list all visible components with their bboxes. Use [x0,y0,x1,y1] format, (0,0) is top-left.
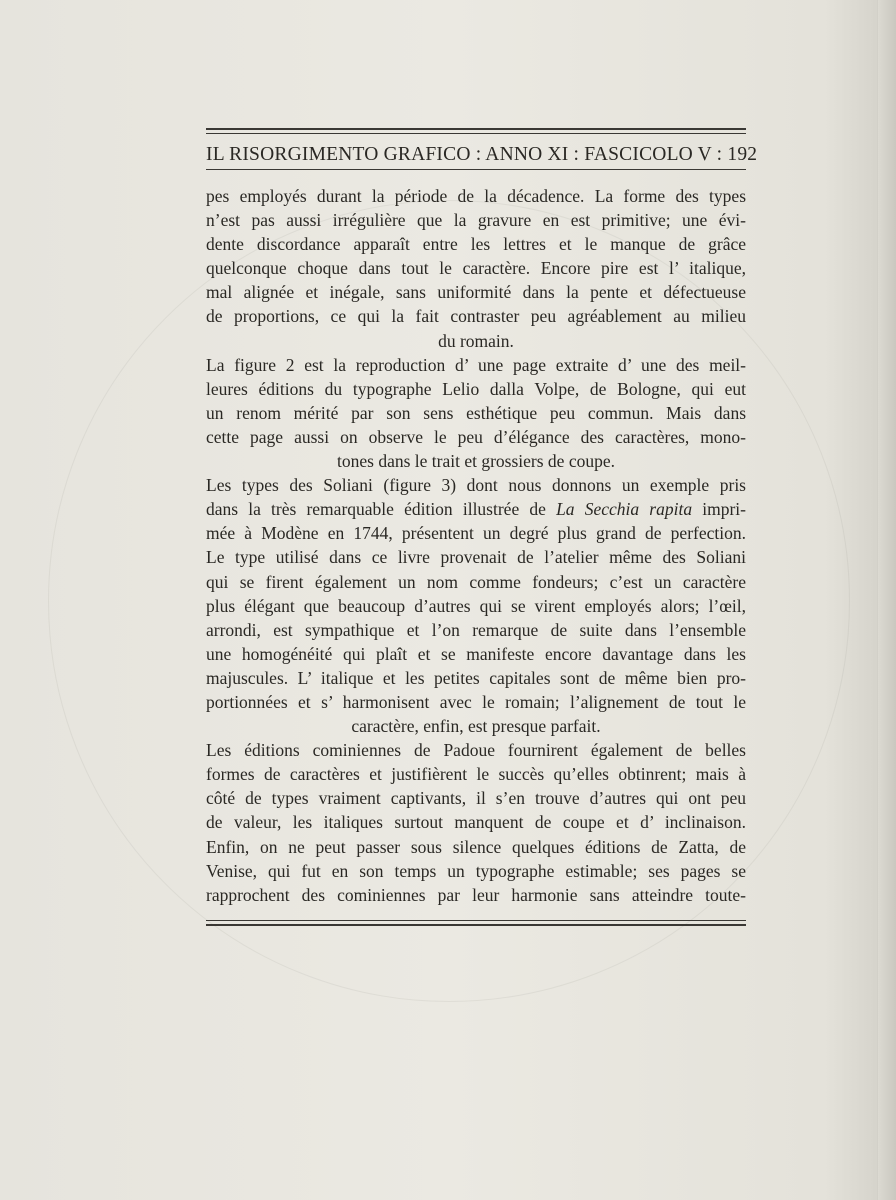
text-line: rapprochent des cominiennes par leur harmonie sans atteindre toute- [206,884,746,905]
header-top-rule [206,128,746,134]
text-line: portionnées et s’ harmonisent avec le romain; l’alignement de tout le [206,691,746,712]
text-line: mée à Modène en 1744, présentent un degré plus grand de perfection. [206,523,746,544]
text-line: pes employés durant la période de la décadence. La forme des types [206,186,746,206]
footer-rule [206,920,746,926]
text-line: Les éditions cominiennes de Padoue fournirent également de belles [206,740,746,761]
text-line: qui se firent également un nom comme fondeurs; c’est un caractère [206,571,746,592]
text-line-post: impri- [692,499,746,520]
text-line: Enfin, on ne peut passer sous silence quelques éditions de Zatta, de [206,836,746,857]
text-line: tones dans le trait et grossiers de coupe. [337,451,615,472]
text-line: de proportions, ce qui la fait contraster peu agréablement au milieu [206,306,746,327]
text-line: formes de caractères et justifièrent le succès qu’elles obtinrent; mais à [206,764,746,785]
text-line: mal alignée et inégale, sans uniformité dans la pente et défectueuse [206,282,746,303]
text-line: du romain. [438,330,514,351]
running-header [206,144,758,166]
text-line: caractère, enfin, est presque parfait. [351,716,601,737]
text-line [206,497,746,521]
book-title-italic: La Secchia rapita [556,499,693,520]
text-line: Venise, qui fut en son temps un typographe estimable; ses pages se [206,860,746,881]
text-line: dente discordance apparaît entre les lettres et le manque de grâce [206,234,746,255]
header-bottom-rule [206,169,746,170]
text-line: Les types des Soliani (figure 3) dont nous donnons un exemple pris [206,475,746,496]
text-line: une homogénéité qui plaît et se manifeste encore davantage dans les [206,643,746,664]
text-line: majuscules. L’ italique et les petites capitales sont de même bien pro- [206,667,746,688]
page-edge [877,0,896,1200]
running-header-text: IL RISORGIMENTO GRAFICO : ANNO XI : FASCICOLO V : 192 [206,144,758,165]
text-line: côté de types vraiment captivants, il s’en trouve d’autres qui ont peu [206,788,746,809]
text-line: arrondi, est sympathique et l’on remarque de suite dans l’ensemble [206,619,746,640]
text-line: n’est pas aussi irrégulière que la gravure en est primitive; une évi- [206,210,746,231]
text-line: plus élégant que beaucoup d’autres qui se virent employés alors; l’œil, [206,595,746,616]
text-line: La figure 2 est la reproduction d’ une page extraite d’ une des meil- [206,354,746,375]
body-text [206,184,746,907]
text-line: de valeur, les italiques surtout manquent de coupe et d’ inclinaison. [206,812,746,833]
text-line: leures éditions du typographe Lelio dalla Volpe, de Bologne, qui eut [206,378,746,399]
text-line-pre: dans la très remarquable édition illustrée de [206,499,557,520]
text-line: Le type utilisé dans ce livre provenait de l’atelier même des Soliani [206,547,746,568]
text-line: quelconque choque dans tout le caractère. Encore pire est l’ italique, [206,258,746,279]
text-line: cette page aussi on observe le peu d’élégance des caractères, mono- [206,426,746,447]
text-line: un renom mérité par son sens esthétique peu commun. Mais dans [206,402,746,423]
